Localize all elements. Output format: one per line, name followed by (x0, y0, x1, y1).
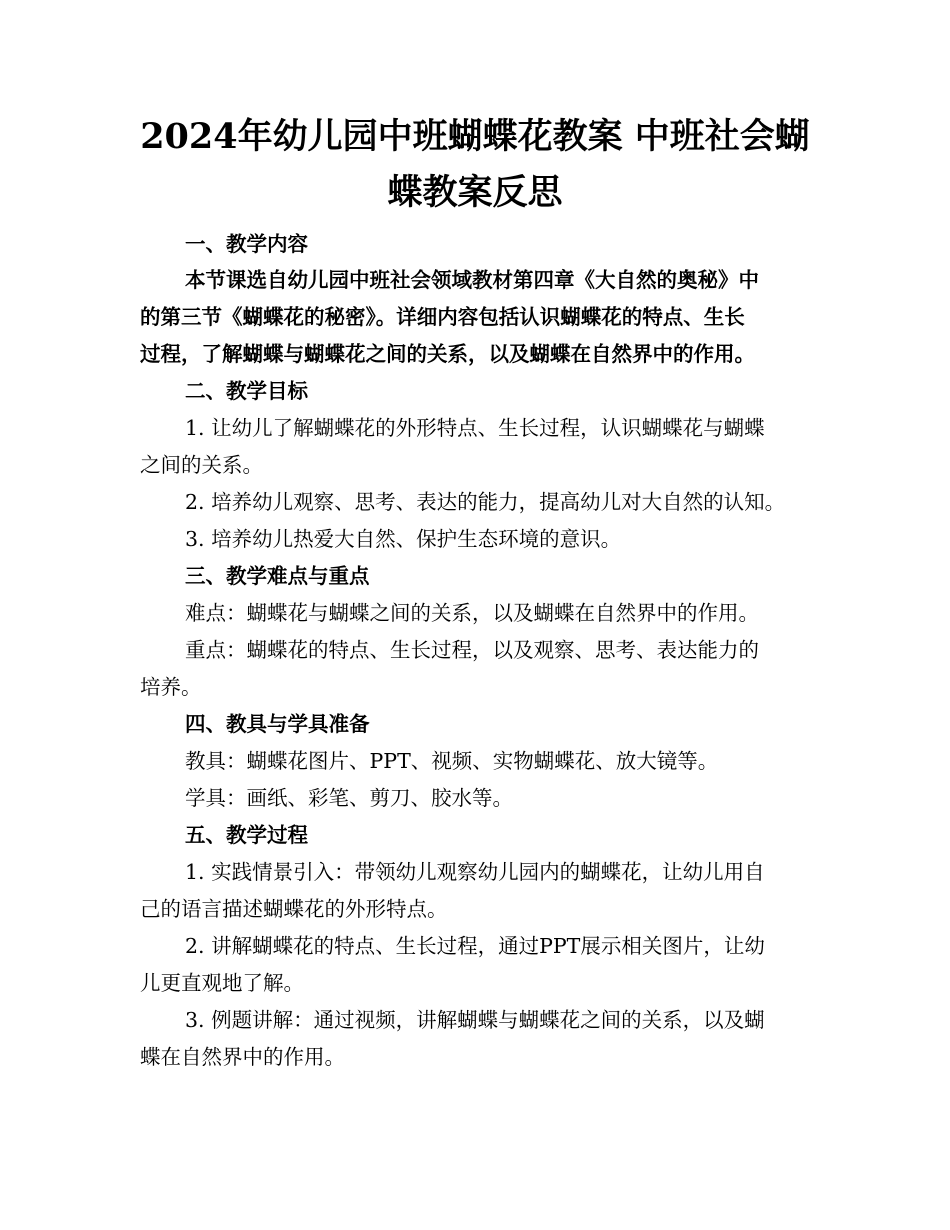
list-item-line: 儿更直观地了解。 (140, 971, 304, 995)
list-item-line: 3. 培养幼儿热爱大自然、保护生态环境的意识。 (185, 527, 622, 551)
list-item-line: 难点：蝴蝶花与蝴蝶之间的关系，以及蝴蝶在自然界中的作用。 (185, 601, 759, 625)
paragraph-line: 过程，了解蝴蝶与蝴蝶花之间的关系，以及蝴蝶在自然界中的作用。 (140, 342, 755, 366)
document-title-line-1: 2024年幼儿园中班蝴蝶花教案 中班社会蝴 (140, 116, 810, 157)
list-item-line: 2. 讲解蝴蝶花的特点、生长过程，通过PPT展示相关图片，让幼 (185, 934, 765, 958)
list-item-line: 3. 例题讲解：通过视频，讲解蝴蝶与蝴蝶花之间的关系，以及蝴 (185, 1008, 765, 1032)
list-item-line: 1. 让幼儿了解蝴蝶花的外形特点、生长过程，认识蝴蝶花与蝴蝶 (185, 416, 765, 440)
section-heading-difficulties-and-key-points: 三、教学难点与重点 (185, 564, 370, 588)
section-heading-teaching-content: 一、教学内容 (185, 232, 308, 256)
list-item-line: 之间的关系。 (140, 453, 263, 477)
list-item-line: 2. 培养幼儿观察、思考、表达的能力，提高幼儿对大自然的认知。 (185, 490, 786, 514)
list-item-line: 培养。 (140, 675, 202, 699)
list-item-line: 重点：蝴蝶花的特点、生长过程，以及观察、思考、表达能力的 (185, 638, 759, 662)
section-heading-teaching-goals: 二、教学目标 (185, 379, 308, 403)
list-item-line: 教具：蝴蝶花图片、PPT、视频、实物蝴蝶花、放大镜等。 (185, 749, 719, 773)
document-title-line-2: 蝶教案反思 (387, 172, 563, 213)
list-item-line: 学具：画纸、彩笔、剪刀、胶水等。 (185, 786, 513, 810)
paragraph-line: 本节课选自幼儿园中班社会领域教材第四章《大自然的奥秘》中 (185, 268, 759, 292)
list-item-line: 己的语言描述蝴蝶花的外形特点。 (140, 897, 448, 921)
paragraph-line: 的第三节《蝴蝶花的秘密》。详细内容包括认识蝴蝶花的特点、生长 (140, 305, 745, 329)
section-heading-teaching-process: 五、教学过程 (185, 823, 308, 847)
list-item-line: 蝶在自然界中的作用。 (140, 1045, 345, 1069)
list-item-line: 1. 实践情景引入：带领幼儿观察幼儿园内的蝴蝶花，让幼儿用自 (185, 860, 765, 884)
section-heading-teaching-aids: 四、教具与学具准备 (185, 712, 370, 736)
